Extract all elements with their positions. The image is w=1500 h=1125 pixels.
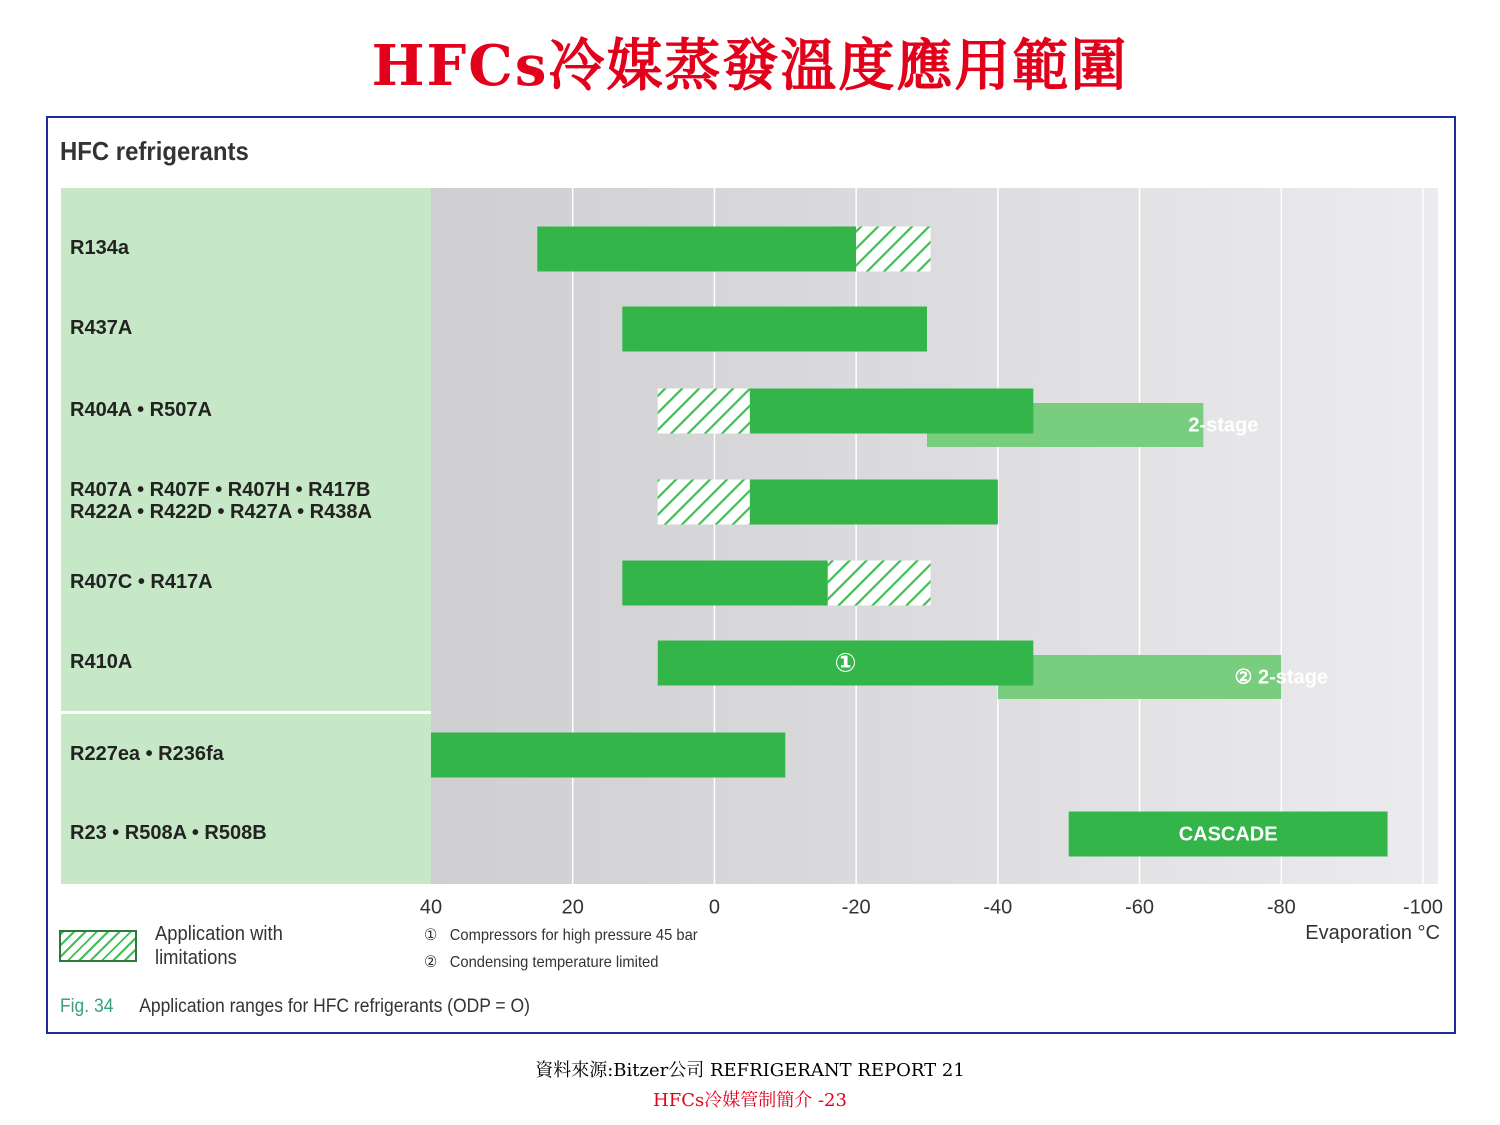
bar-label: 2-stage <box>1188 414 1259 437</box>
figure-number: Fig. 34 <box>60 996 114 1017</box>
figure-caption <box>60 996 530 1018</box>
legend-limitations-swatch <box>59 930 137 962</box>
category-label: R404A • R507A <box>70 399 212 422</box>
bar-solid <box>750 389 1033 434</box>
slide-footer: HFCs冷媒管制簡介 -23 <box>653 1090 847 1111</box>
category-label: R23 • R508A • R508B <box>70 822 267 845</box>
bar-solid <box>622 561 827 606</box>
bar-solid <box>537 227 856 272</box>
bar-limited <box>658 389 750 434</box>
category-label: R134a <box>70 237 129 260</box>
x-axis-label: Evaporation °C <box>1305 922 1440 944</box>
category-label: R227ea • R236fa <box>70 743 224 766</box>
category-label: R407C • R417A <box>70 571 213 594</box>
category-label: R410A <box>70 651 133 674</box>
group-divider-1 <box>61 711 431 714</box>
category-label: R407A • R407F • R407H • R417B R422A • R422D • R427A • R438A <box>70 479 372 524</box>
plot-background <box>431 188 1438 884</box>
x-tick-label: 20 <box>561 896 584 919</box>
x-tick-label: 0 <box>708 896 720 919</box>
x-tick-label: -100 <box>1402 896 1444 919</box>
legend-limitations-label: Application with limitations <box>155 923 283 969</box>
note-2: ② Condensing temperature limited <box>424 952 659 971</box>
note-1: ① Compressors for high pressure 45 bar <box>424 925 698 944</box>
bar-solid <box>750 480 998 525</box>
bar-limited <box>658 480 750 525</box>
figure-caption-text: Application ranges for HFC refrigerants (ODP = O) <box>139 996 530 1017</box>
bar-label: ② 2-stage <box>1234 666 1329 689</box>
chart-notes <box>424 922 698 976</box>
label-panel-group-1 <box>61 188 431 713</box>
x-tick-label: 40 <box>419 896 443 919</box>
bar-solid <box>622 307 927 352</box>
source-note: 資料來源:Bitzer公司 REFRIGERANT REPORT 21 <box>535 1060 965 1081</box>
x-tick-label: -80 <box>1266 896 1296 919</box>
slide-title: HFCs冷媒蒸發溫度應用範圍 <box>371 33 1129 99</box>
category-label: R437A <box>70 317 133 340</box>
x-tick-label: -20 <box>841 896 871 919</box>
bar-limited <box>828 561 931 606</box>
bar-label: ① <box>834 648 857 679</box>
bar-limited <box>856 227 930 272</box>
x-tick-label: -40 <box>983 896 1013 919</box>
bar-label: CASCADE <box>1178 823 1278 846</box>
label-panel-group-2 <box>61 713 431 884</box>
x-tick-label: -60 <box>1125 896 1155 919</box>
chart-title: HFC refrigerants <box>60 136 249 166</box>
bar-solid <box>431 733 785 778</box>
